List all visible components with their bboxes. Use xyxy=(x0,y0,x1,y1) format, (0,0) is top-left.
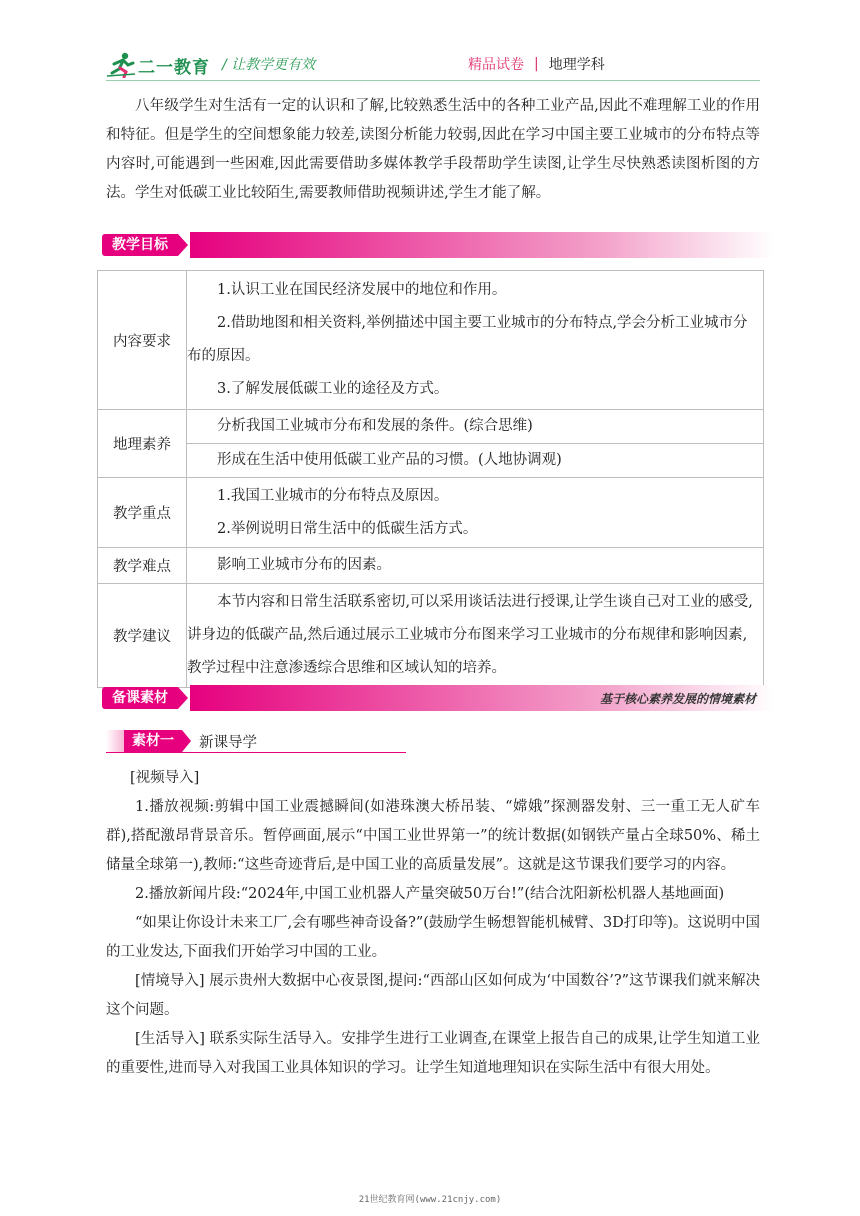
logo-text: 二一教育 xyxy=(138,57,210,78)
table-row xyxy=(98,410,764,444)
list-item: 形成在生活中使用低碳工业产品的习惯。(人地协调观) xyxy=(217,452,562,468)
paragraph: 1.播放视频:剪辑中国工业震撼瞬间(如港珠澳大桥吊装、“嫦娥”探测器发射、三一重工无人矿车群),搭配激昂背景音乐。暂停画面,展示“中国工业世界第一”的统计数据(如钢铁产量占全球50%、稀土储量全球第一),教师:“这些奇迹背后,是中国工业的高质量发展”。这就是这节课我们要学习的内容。 xyxy=(106,799,760,873)
video-tag: [视频导入] xyxy=(130,770,200,786)
header-subject: 地理学科 xyxy=(548,57,605,73)
material-badge: 素材一 xyxy=(106,730,182,752)
chevron-right-icon xyxy=(178,234,188,256)
intro-section xyxy=(106,92,760,208)
runner-logo-icon xyxy=(106,52,136,78)
page-footer: 21世纪教育网(www.21cnjy.com) xyxy=(358,1195,502,1205)
row-content xyxy=(187,584,764,688)
table-row xyxy=(98,271,764,410)
section-bar-fill xyxy=(190,232,774,258)
section-title-goals: 教学目标 xyxy=(102,234,178,256)
section-title-materials: 备课素材 xyxy=(102,687,178,709)
paragraph: 2.播放新闻片段:“2024年,中国工业机器人产量突破50万台!”(结合沈阳新松机器人基地画面) xyxy=(135,886,725,902)
row-content xyxy=(187,271,764,410)
row-label: 教学重点 xyxy=(98,478,187,548)
list-item: 2.举例说明日常生活中的低碳生活方式。 xyxy=(217,520,478,537)
header-right xyxy=(468,54,605,74)
header-category: 精品试卷 xyxy=(468,57,524,73)
table-row xyxy=(98,478,764,548)
row-content xyxy=(187,410,764,444)
row-label: 内容要求 xyxy=(98,271,187,410)
material-title: 新课导学 xyxy=(199,734,257,751)
header-divider xyxy=(106,80,760,81)
material-header xyxy=(106,730,257,752)
chevron-right-icon xyxy=(182,730,191,752)
list-item: 影响工业城市分布的因素。 xyxy=(217,557,391,573)
material-underline xyxy=(106,752,406,753)
row-content xyxy=(187,548,764,584)
list-item: 本节内容和日常生活联系密切,可以采用谈话法进行授课,让学生谈自己对工业的感受,讲身边的低碳产品,然后通过展示工业城市分布图来学习工业城市的分布规律和影响因素,教学过程中注意渗透综合思维和区域认知的培养。 xyxy=(187,594,753,676)
material-body xyxy=(106,764,760,1083)
table-row xyxy=(98,548,764,584)
list-item: 1.认识工业在国民经济发展中的地位和作用。 xyxy=(217,282,507,298)
list-item: 1.我国工业城市的分布特点及原因。 xyxy=(217,487,449,504)
row-label: 教学难点 xyxy=(98,548,187,584)
section-note: 基于核心素养发展的情境素材 xyxy=(599,691,756,706)
row-content xyxy=(187,478,764,548)
paragraph: [情境导入] 展示贵州大数据中心夜景图,提问:“西部山区如何成为‘中国数谷’?”这节课我们就来解决这个问题。 xyxy=(106,973,760,1018)
goals-table xyxy=(97,270,764,688)
list-item: 2.借助地图和相关资料,举例描述中国主要工业城市的分布特点,学会分析工业城市分布的原因。 xyxy=(187,315,748,364)
header-separator: | xyxy=(534,56,539,72)
row-label: 地理素养 xyxy=(98,410,187,478)
table-row xyxy=(98,584,764,688)
logo xyxy=(106,50,210,80)
section-bar-fill xyxy=(190,685,774,711)
row-label: 教学建议 xyxy=(98,584,187,688)
paragraph: “如果让你设计未来工厂,会有哪些神奇设备?”(鼓励学生畅想智能机械臂、3D打印等)。这说明中国的工业发达,下面我们开始学习中国的工业。 xyxy=(106,915,760,960)
intro-paragraph: 八年级学生对生活有一定的认识和了解,比较熟悉生活中的各种工业产品,因此不难理解工业的作用和特征。但是学生的空间想象能力较差,读图分析能力较弱,因此在学习中国主要工业城市的分布特点等内容时,可能遇到一些困难,因此需要借助多媒体教学手段帮助学生读图,让学生尽快熟悉读图析图的方法。学生对低碳工业比较陌生,需要教师借助视频讲述,学生才能了解。 xyxy=(106,98,760,201)
row-content xyxy=(187,444,764,478)
table-row xyxy=(98,444,764,478)
chevron-right-icon xyxy=(178,687,188,709)
section-bar-materials xyxy=(102,685,774,711)
paragraph: [生活导入] 联系实际生活导入。安排学生进行工业调查,在课堂上报告自己的成果,让学生知道工业的重要性,进而导入对我国工业具体知识的学习。让学生知道地理知识在实际生活中有很大用处。 xyxy=(106,1031,760,1076)
section-bar-goals xyxy=(102,232,774,258)
list-item: 3.了解发展低碳工业的途径及方式。 xyxy=(217,381,449,397)
list-item: 分析我国工业城市分布和发展的条件。(综合思维) xyxy=(217,418,533,434)
slogan: / 让教学更有效 xyxy=(222,57,316,73)
